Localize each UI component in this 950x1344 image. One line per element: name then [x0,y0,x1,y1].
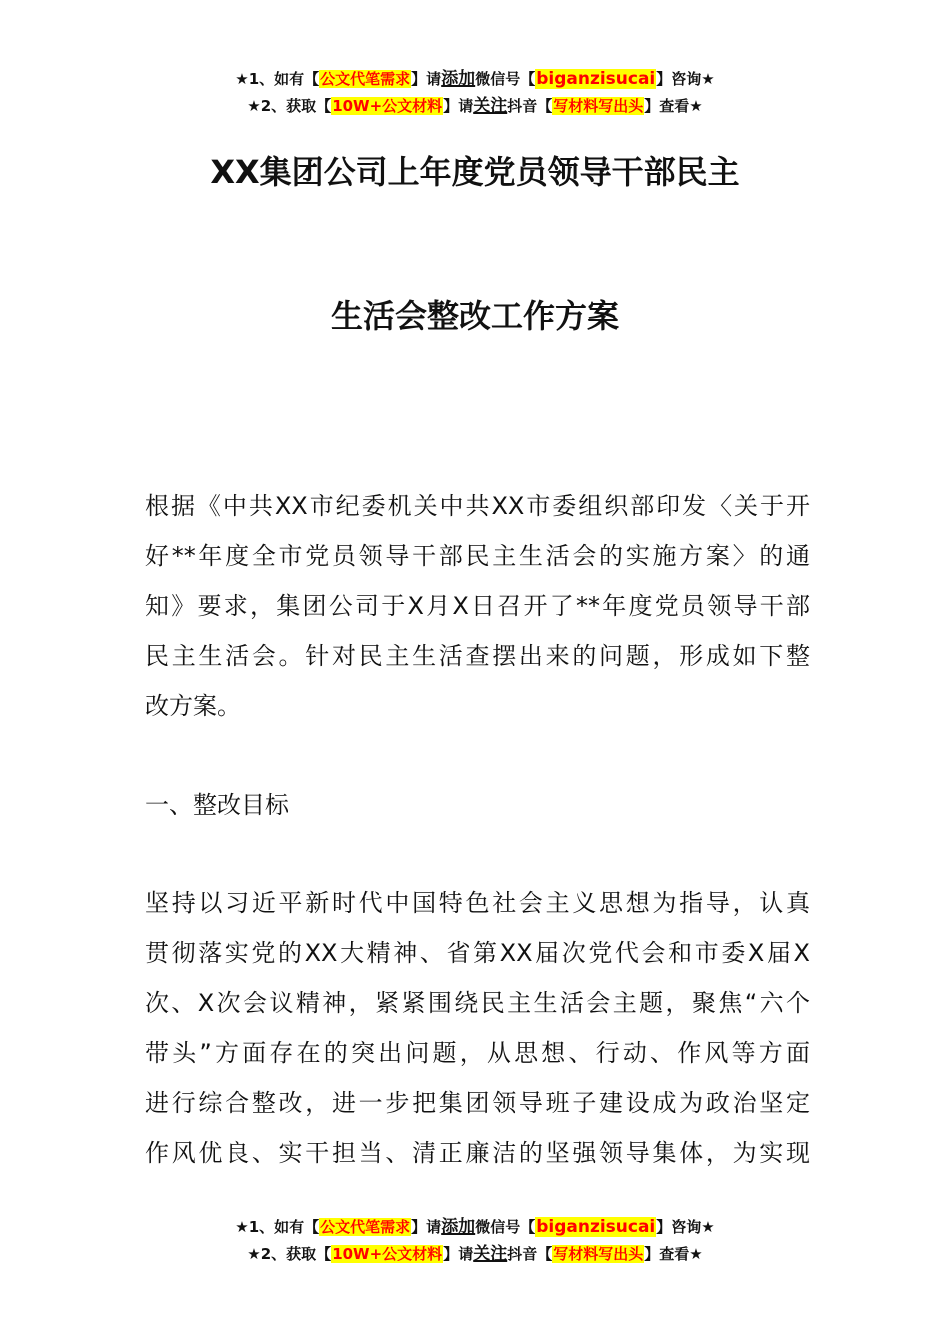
banner-text: 抖音【 [507,1245,553,1263]
banner-line-2 [0,1241,950,1268]
banner-highlight: 10W+公文材料 [332,1245,443,1263]
banner-highlight-douyin: 写材料写出头 [553,1245,644,1263]
banner-highlight: 10W+公文材料 [332,97,443,115]
banner-text: 抖音【 [507,97,553,115]
text-line: 次、X次会议精神，紧紧围绕民主生活会主题，聚焦“六个 [145,989,810,1017]
text-line: 知》要求，集团公司于X月X日召开了**年度党员领导干部 [145,592,810,620]
banner-text: 】请 [443,97,474,115]
banner-text: 微信号【 [475,1218,536,1236]
banner-highlight-wechat: biganzisucai [536,69,656,89]
document-title-line-2: 生活会整改工作方案 [330,297,619,335]
paragraph-intro [145,481,810,731]
banner-highlight: 公文代笔需求 [320,1218,411,1236]
text-line: 改方案。 [145,692,241,720]
banner-line-1 [0,66,950,93]
banner-underline: 关注 [473,96,508,116]
banner-text: ★2、获取【 [247,97,332,115]
paragraph-goals [145,878,810,1178]
text-line: 贯彻落实党的XX大精神、省第XX届次党代会和市委X届X [145,939,810,967]
text-line: 根据《中共XX市纪委机关中共XX市委组织部印发〈关于开 [145,492,810,520]
banner-line-2 [0,93,950,120]
banner-text: ★2、获取【 [247,1245,332,1263]
banner-underline: 添加 [441,69,476,89]
banner-highlight: 公文代笔需求 [320,70,411,88]
footer-banner [0,1214,950,1268]
banner-text: ★1、如有【 [235,1218,320,1236]
banner-text: 微信号【 [475,70,536,88]
section-heading-goals [145,780,810,830]
banner-highlight-wechat: biganzisucai [536,1217,656,1237]
banner-text: ★1、如有【 [235,70,320,88]
banner-text: 】请 [443,1245,474,1263]
text-line: 好**年度全市党员领导干部民主生活会的实施方案〉的通 [145,542,810,570]
banner-text: 】查看★ [644,97,703,115]
banner-text: 】请 [411,1218,442,1236]
text-line: 进行综合整改，进一步把集团领导班子建设成为政治坚定 [145,1089,810,1117]
heading-text: 一、整改目标 [145,791,289,819]
banner-text: 】咨询★ [656,1218,715,1236]
banner-text: 】查看★ [644,1245,703,1263]
text-line: 带头”方面存在的突出问题，从思想、行动、作风等方面 [145,1039,810,1067]
document-title-line-1: XX集团公司上年度党员领导干部民主 [210,153,740,191]
banner-line-1 [0,1214,950,1241]
header-banner [0,66,950,120]
text-line: 民主生活会。针对民主生活查摆出来的问题，形成如下整 [145,642,810,670]
text-line: 坚持以习近平新时代中国特色社会主义思想为指导，认真 [145,889,810,917]
banner-underline: 关注 [473,1244,508,1264]
banner-highlight-douyin: 写材料写出头 [553,97,644,115]
banner-text: 】请 [411,70,442,88]
banner-text: 】咨询★ [656,70,715,88]
banner-underline: 添加 [441,1217,476,1237]
text-line: 作风优良、实干担当、清正廉洁的坚强领导集体，为实现 [145,1139,810,1167]
